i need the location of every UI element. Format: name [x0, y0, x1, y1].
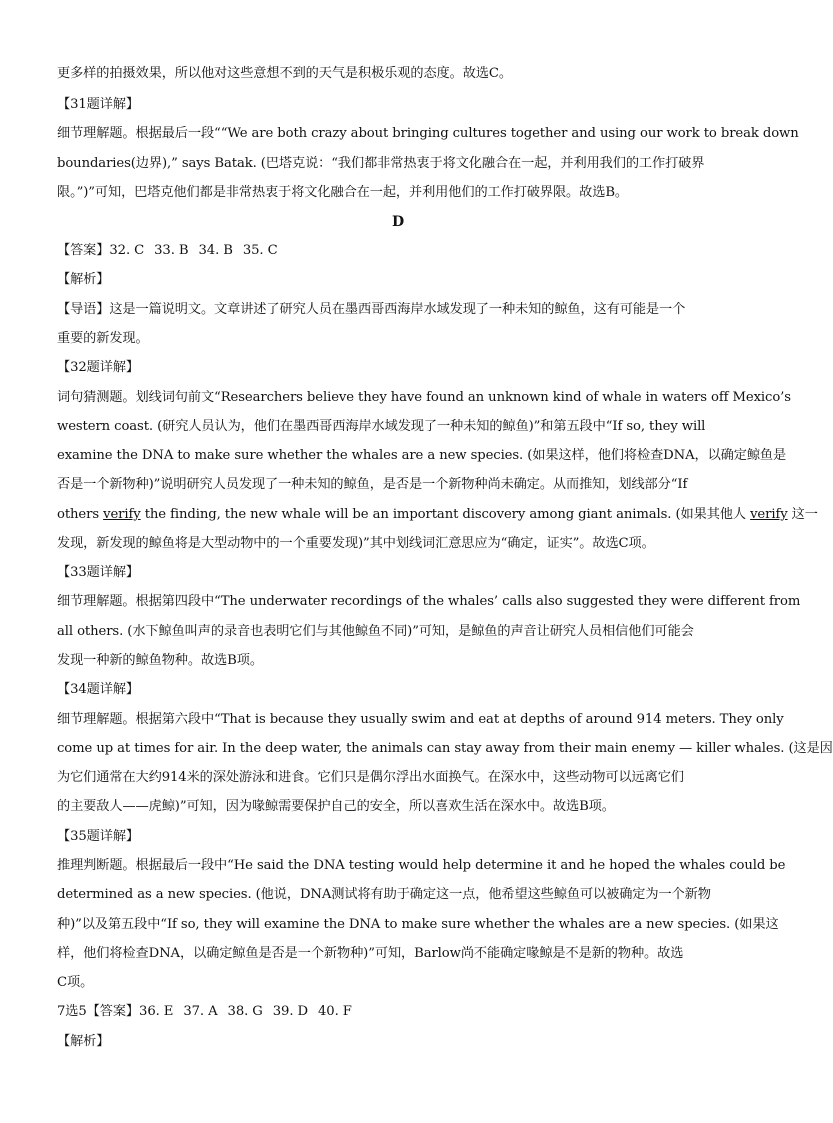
answer-item: 39. D [272, 1004, 308, 1019]
heading-33: 【33题详解】 [57, 565, 140, 580]
text-line: 细节理解题。根据最后一段““We are both crazy about bringing cultures together and using our work to break down [57, 126, 799, 141]
text-line: 更多样的拍摄效果，所以他对这些意想不到的天气是积极乐观的态度。故选C。 [57, 66, 512, 81]
text-line: 限。”)”可知，巴塔克他们都是非常热衷于将文化融合在一起，并利用他们的工作打破界限。故选B。 [57, 185, 628, 200]
section-prefix: 7选5 [57, 1004, 87, 1019]
answer-item: 40. F [317, 1004, 352, 1019]
answer-line [57, 241, 739, 261]
text-line: 重要的新发现。 [57, 331, 149, 346]
text-line: 样，他们将检查DNA，以确定鲸鱼是否是一个新物种)”可知，Barlow尚不能确定喙鲸是不是新的物种。故选 [57, 946, 684, 961]
answer-item: 32. C [109, 243, 145, 258]
answer-item: 35. C [242, 243, 278, 258]
text-span: 这一 [787, 507, 818, 522]
text-span: others [57, 507, 104, 522]
text-line: C项。 [57, 975, 94, 990]
heading-34: 【34题详解】 [57, 682, 140, 697]
answer-item: 36. E [139, 1004, 174, 1019]
heading-31: 【31题详解】 [57, 97, 140, 112]
text-line: come up at times for air. In the deep water, the animals can stay away from their main enemy — killer whales. (这是因 [57, 741, 833, 756]
analysis-label: 【解析】 [57, 272, 110, 287]
text-line: examine the DNA to make sure whether the whales are a new species. (如果这样，他们将检查DNA，以确定鲸鱼是 [57, 448, 787, 463]
text-line: determined as a new species. (他说，DNA测试将有助于确定这一点，他希望这些鲸鱼可以被确定为一个新物 [57, 887, 711, 902]
text-line: western coast. (研究人员认为，他们在墨西哥西海岸水域发现了一种未知的鲸鱼)”和第五段中“If so, they will [57, 419, 706, 434]
text-line: 【导语】这是一篇说明文。文章讲述了研究人员在墨西哥西海岸水域发现了一种未知的鲸鱼，这有可能是一个 [57, 302, 686, 317]
answer-item: 38. G [227, 1004, 263, 1019]
underlined-word: verify [750, 507, 788, 522]
text-line: 细节理解题。根据第六段中“That is because they usually swim and eat at depths of around 914 meters. They only [57, 712, 784, 727]
section-title: D [391, 214, 405, 230]
text-line [57, 505, 818, 525]
text-line: 推理判断题。根据最后一段中“He said the DNA testing would help determine it and he hoped the whales could be [57, 858, 786, 873]
text-line: boundaries(边界),” says Batak. (巴塔克说：“我们都非常热衷于将文化融合在一起，并利用我们的工作打破界 [57, 156, 705, 171]
text-line: 发现一种新的鲸鱼物种。故选B项。 [57, 653, 263, 668]
text-line: 否是一个新物种)”说明研究人员发现了一种未知的鲸鱼，是否是一个新物种尚未确定。从而推知，划线部分“If [57, 477, 688, 492]
answer-label: 【答案】 [57, 243, 110, 258]
answer-item: 37. A [183, 1004, 218, 1019]
underlined-word: verify [103, 507, 141, 522]
text-line: 词句猜测题。划线词句前文“Researchers believe they have found an unknown kind of whale in waters off Mexico’s [57, 390, 791, 405]
text-line: 种)”以及第五段中“If so, they will examine the DNA to make sure whether the whales are a new species. (如果这 [57, 917, 779, 932]
heading-32: 【32题详解】 [57, 360, 140, 375]
text-span: the finding, the new whale will be an important discovery among giant animals. (如果其他人 [140, 507, 751, 522]
text-line: 的主要敌人——虎鲸)”可知，因为喙鲸需要保护自己的安全，所以喜欢生活在深水中。故选B项。 [57, 799, 615, 814]
answer-item: 33. B [154, 243, 189, 258]
answer-item: 34. B [198, 243, 233, 258]
text-line: 发现，新发现的鲸鱼将是大型动物中的一个重要发现)”其中划线词汇意思应为“确定，证实”。故选C项。 [57, 536, 655, 551]
heading-35: 【35题详解】 [57, 829, 140, 844]
analysis-label: 【解析】 [57, 1034, 110, 1049]
answer-line [57, 1002, 739, 1022]
text-line: 细节理解题。根据第四段中“The underwater recordings of the whales’ calls also suggested they were different from [57, 594, 801, 609]
text-line: all others. (水下鲸鱼叫声的录音也表明它们与其他鲸鱼不同)”可知，是鲸鱼的声音让研究人员相信他们可能会 [57, 624, 694, 639]
text-line: 为它们通常在大约914米的深处游泳和进食。它们只是偶尔浮出水面换气。在深水中，这些动物可以远离它们 [57, 770, 684, 785]
answer-label: 【答案】 [86, 1004, 140, 1019]
